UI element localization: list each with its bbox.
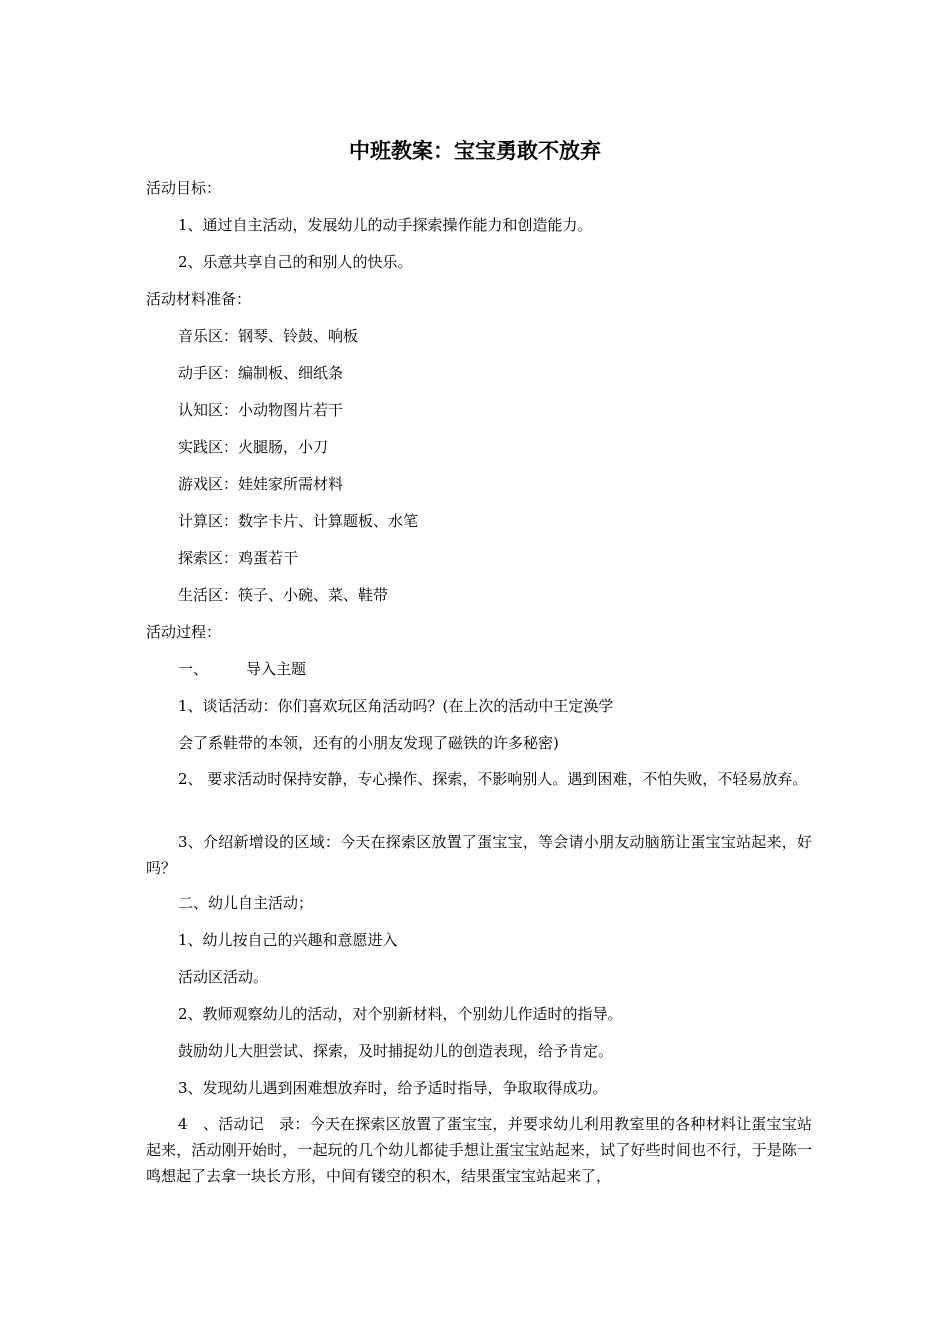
step-4-line-2: 活动区活动。 bbox=[178, 968, 269, 986]
material-item-handwork: 动手区：编制板、细纸条 bbox=[178, 364, 344, 382]
part1-number: 一、 bbox=[178, 660, 209, 678]
step-6-line: 3、发现幼儿遇到困难想放弃时，给予适时指导，争取取得成功。 bbox=[178, 1079, 608, 1097]
materials-heading: 活动材料准备： bbox=[146, 290, 252, 308]
step-2-paragraph: 2、 要求活动时保持安静，专心操作、探索，不影响别人。遇到困难，不怕失败，不轻易放弃。 bbox=[178, 770, 808, 788]
activity-record-paragraph: 4 、活动记 录：今天在探索区放置了蛋宝宝，并要求幼儿利用教室里的各种材料让蛋宝宝站起来，活动刚开始时，一起玩的几个幼儿都徒手想让蛋宝宝站起来，试了好些时间也不行，于是陈一鸣想起了去拿一块长方形，中间有镂空的积木，结果蛋宝宝站起来了， bbox=[146, 1115, 812, 1185]
goal-item-1: 1、通过自主活动，发展幼儿的动手探索操作能力和创造能力。 bbox=[178, 216, 593, 234]
process-heading: 活动过程： bbox=[146, 623, 222, 641]
goal-item-2: 2、乐意共享自己的和别人的快乐。 bbox=[178, 253, 413, 271]
page-title: 中班教案：宝宝勇敢不放弃 bbox=[349, 139, 601, 163]
material-item-music: 音乐区：钢琴、铃鼓、响板 bbox=[178, 327, 359, 345]
material-item-practice: 实践区：火腿肠，小刀 bbox=[178, 438, 329, 456]
material-item-games: 游戏区：娃娃家所需材料 bbox=[178, 475, 344, 493]
goals-heading: 活动目标： bbox=[146, 179, 222, 197]
material-item-cognition: 认知区：小动物图片若干 bbox=[178, 401, 344, 419]
material-item-math: 计算区：数字卡片、计算题板、水笔 bbox=[178, 512, 419, 530]
step-1-line-1: 1、谈话活动：你们喜欢玩区角活动吗？(在上次的活动中王定涣学 bbox=[178, 697, 614, 715]
part2-heading: 二、幼儿自主活动； bbox=[178, 894, 314, 912]
step-3-paragraph: 3、介绍新增设的区域：今天在探索区放置了蛋宝宝，等会请小朋友动脑筋让蛋宝宝站起来，好吗？ bbox=[146, 833, 812, 877]
step-4-line-1: 1、幼儿按自己的兴趣和意愿进入 bbox=[178, 931, 398, 949]
step-5-line-1: 2、教师观察幼儿的活动，对个别新材料，个别幼儿作适时的指导。 bbox=[178, 1005, 623, 1023]
step-5-line-2: 鼓励幼儿大胆尝试、探索，及时捕捉幼儿的创造表现，给予肯定。 bbox=[178, 1042, 614, 1060]
material-item-explore: 探索区：鸡蛋若干 bbox=[178, 549, 299, 567]
material-item-life: 生活区：筷子、小碗、菜、鞋带 bbox=[178, 586, 389, 604]
part1-title: 导入主题 bbox=[246, 660, 307, 678]
part1-heading bbox=[178, 659, 306, 680]
step-1-line-2: 会了系鞋带的本领，还有的小朋友发现了磁铁的许多秘密) bbox=[178, 734, 559, 752]
